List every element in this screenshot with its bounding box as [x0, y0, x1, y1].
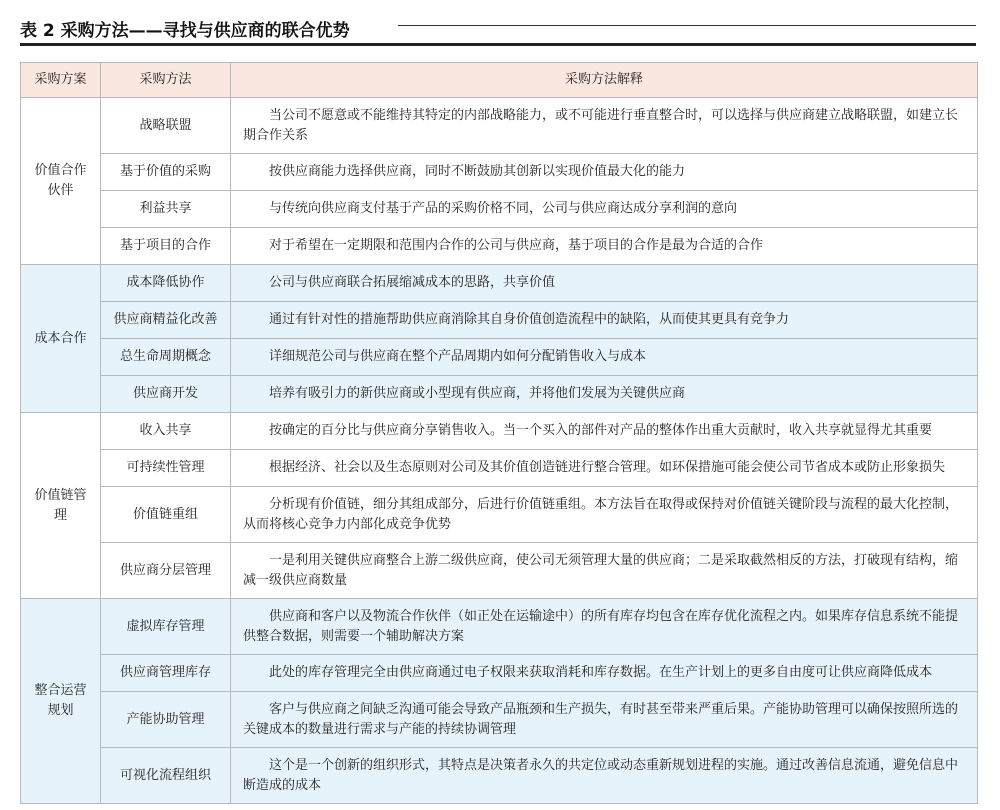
method-cell: 利益共享 — [101, 191, 231, 228]
description-cell: 按确定的百分比与供应商分享销售收入。当一个买入的部件对产品的整体作出重大贡献时，收入共享就显得尤其重要 — [231, 413, 978, 450]
table-row — [21, 228, 978, 265]
description-cell: 客户与供应商之间缺乏沟通可能会导致产品瓶颈和生产损失，有时甚至带来严重后果。产能协助管理可以确保按照所选的关键成本的数量进行需求与产能的持续协调管理 — [231, 692, 978, 748]
description-cell: 对于希望在一定期限和范围内合作的公司与供应商，基于项目的合作是最为合适的合作 — [231, 228, 978, 265]
table-row — [21, 376, 978, 413]
scheme-cell: 价值链管理 — [21, 413, 101, 599]
scheme-cell: 成本合作 — [21, 265, 101, 413]
description-cell: 供应商和客户以及物流合作伙伴（如正处在运输途中）的所有库存均包含在库存优化流程之内。如果库存信息系统不能提供整合数据，则需要一个辅助解决方案 — [231, 599, 978, 655]
method-cell: 供应商分层管理 — [101, 543, 231, 599]
description-cell: 详细规范公司与供应商在整个产品周期内如何分配销售收入与成本 — [231, 339, 978, 376]
method-cell: 成本降低协作 — [101, 265, 231, 302]
table-row — [21, 543, 978, 599]
description-cell: 分析现有价值链，细分其组成部分，后进行价值链重组。本方法旨在取得或保持对价值链关键阶段与流程的最大化控制，从而将核心竞争力内部化成竞争优势 — [231, 487, 978, 543]
table-row — [21, 413, 978, 450]
method-cell: 战略联盟 — [101, 98, 231, 154]
table-row — [21, 265, 978, 302]
table-row — [21, 748, 978, 804]
description-cell: 这个是一个创新的组织形式，其特点是决策者永久的共定位或动态重新规划进程的实施。通过改善信息流通，避免信息中断造成的成本 — [231, 748, 978, 804]
description-cell: 此处的库存管理完全由供应商通过电子权限来获取消耗和库存数据。在生产计划上的更多自由度可让供应商降低成本 — [231, 655, 978, 692]
table-row — [21, 302, 978, 339]
table-row — [21, 154, 978, 191]
scheme-cell: 价值合作伙伴 — [21, 98, 101, 265]
header-scheme: 采购方案 — [21, 63, 101, 98]
table-row — [21, 655, 978, 692]
method-cell: 虚拟库存管理 — [101, 599, 231, 655]
method-cell: 基于项目的合作 — [101, 228, 231, 265]
table-row — [21, 98, 978, 154]
description-cell: 公司与供应商联合拓展缩减成本的思路，共享价值 — [231, 265, 978, 302]
scheme-cell: 整合运营规划 — [21, 599, 101, 804]
table-title-bar — [20, 12, 976, 42]
table-row — [21, 599, 978, 655]
procurement-methods-table — [20, 62, 978, 804]
table-header-row — [21, 63, 978, 98]
method-cell: 可视化流程组织 — [101, 748, 231, 804]
table-row — [21, 339, 978, 376]
table-title: 表 2 采购方法——寻找与供应商的联合优势 — [20, 21, 350, 41]
description-cell: 培养有吸引力的新供应商或小型现有供应商，并将他们发展为关键供应商 — [231, 376, 978, 413]
description-cell: 当公司不愿意或不能维持其特定的内部战略能力，或不可能进行垂直整合时，可以选择与供应商建立战略联盟，如建立长期合作关系 — [231, 98, 978, 154]
description-cell: 通过有针对性的措施帮助供应商消除其自身价值创造流程中的缺陷，从而使其更具有竞争力 — [231, 302, 978, 339]
method-cell: 可持续性管理 — [101, 450, 231, 487]
title-rule — [398, 25, 976, 26]
description-cell: 按供应商能力选择供应商，同时不断鼓励其创新以实现价值最大化的能力 — [231, 154, 978, 191]
table-row — [21, 450, 978, 487]
table-row — [21, 692, 978, 748]
description-cell: 根据经济、社会以及生态原则对公司及其价值创造链进行整合管理。如环保措施可能会使公司节省成本或防止形象损失 — [231, 450, 978, 487]
method-cell: 基于价值的采购 — [101, 154, 231, 191]
description-cell: 与传统向供应商支付基于产品的采购价格不同，公司与供应商达成分享利润的意向 — [231, 191, 978, 228]
method-cell: 收入共享 — [101, 413, 231, 450]
title-underline — [20, 43, 976, 46]
method-cell: 价值链重组 — [101, 487, 231, 543]
header-method: 采购方法 — [101, 63, 231, 98]
method-cell: 供应商开发 — [101, 376, 231, 413]
method-cell: 总生命周期概念 — [101, 339, 231, 376]
method-cell: 供应商精益化改善 — [101, 302, 231, 339]
header-description: 采购方法解释 — [231, 63, 978, 98]
table-row — [21, 191, 978, 228]
table-row — [21, 487, 978, 543]
method-cell: 供应商管理库存 — [101, 655, 231, 692]
description-cell: 一是利用关键供应商整合上游二级供应商，使公司无须管理大量的供应商；二是采取截然相反的方法，打破现有结构，缩减一级供应商数量 — [231, 543, 978, 599]
method-cell: 产能协助管理 — [101, 692, 231, 748]
